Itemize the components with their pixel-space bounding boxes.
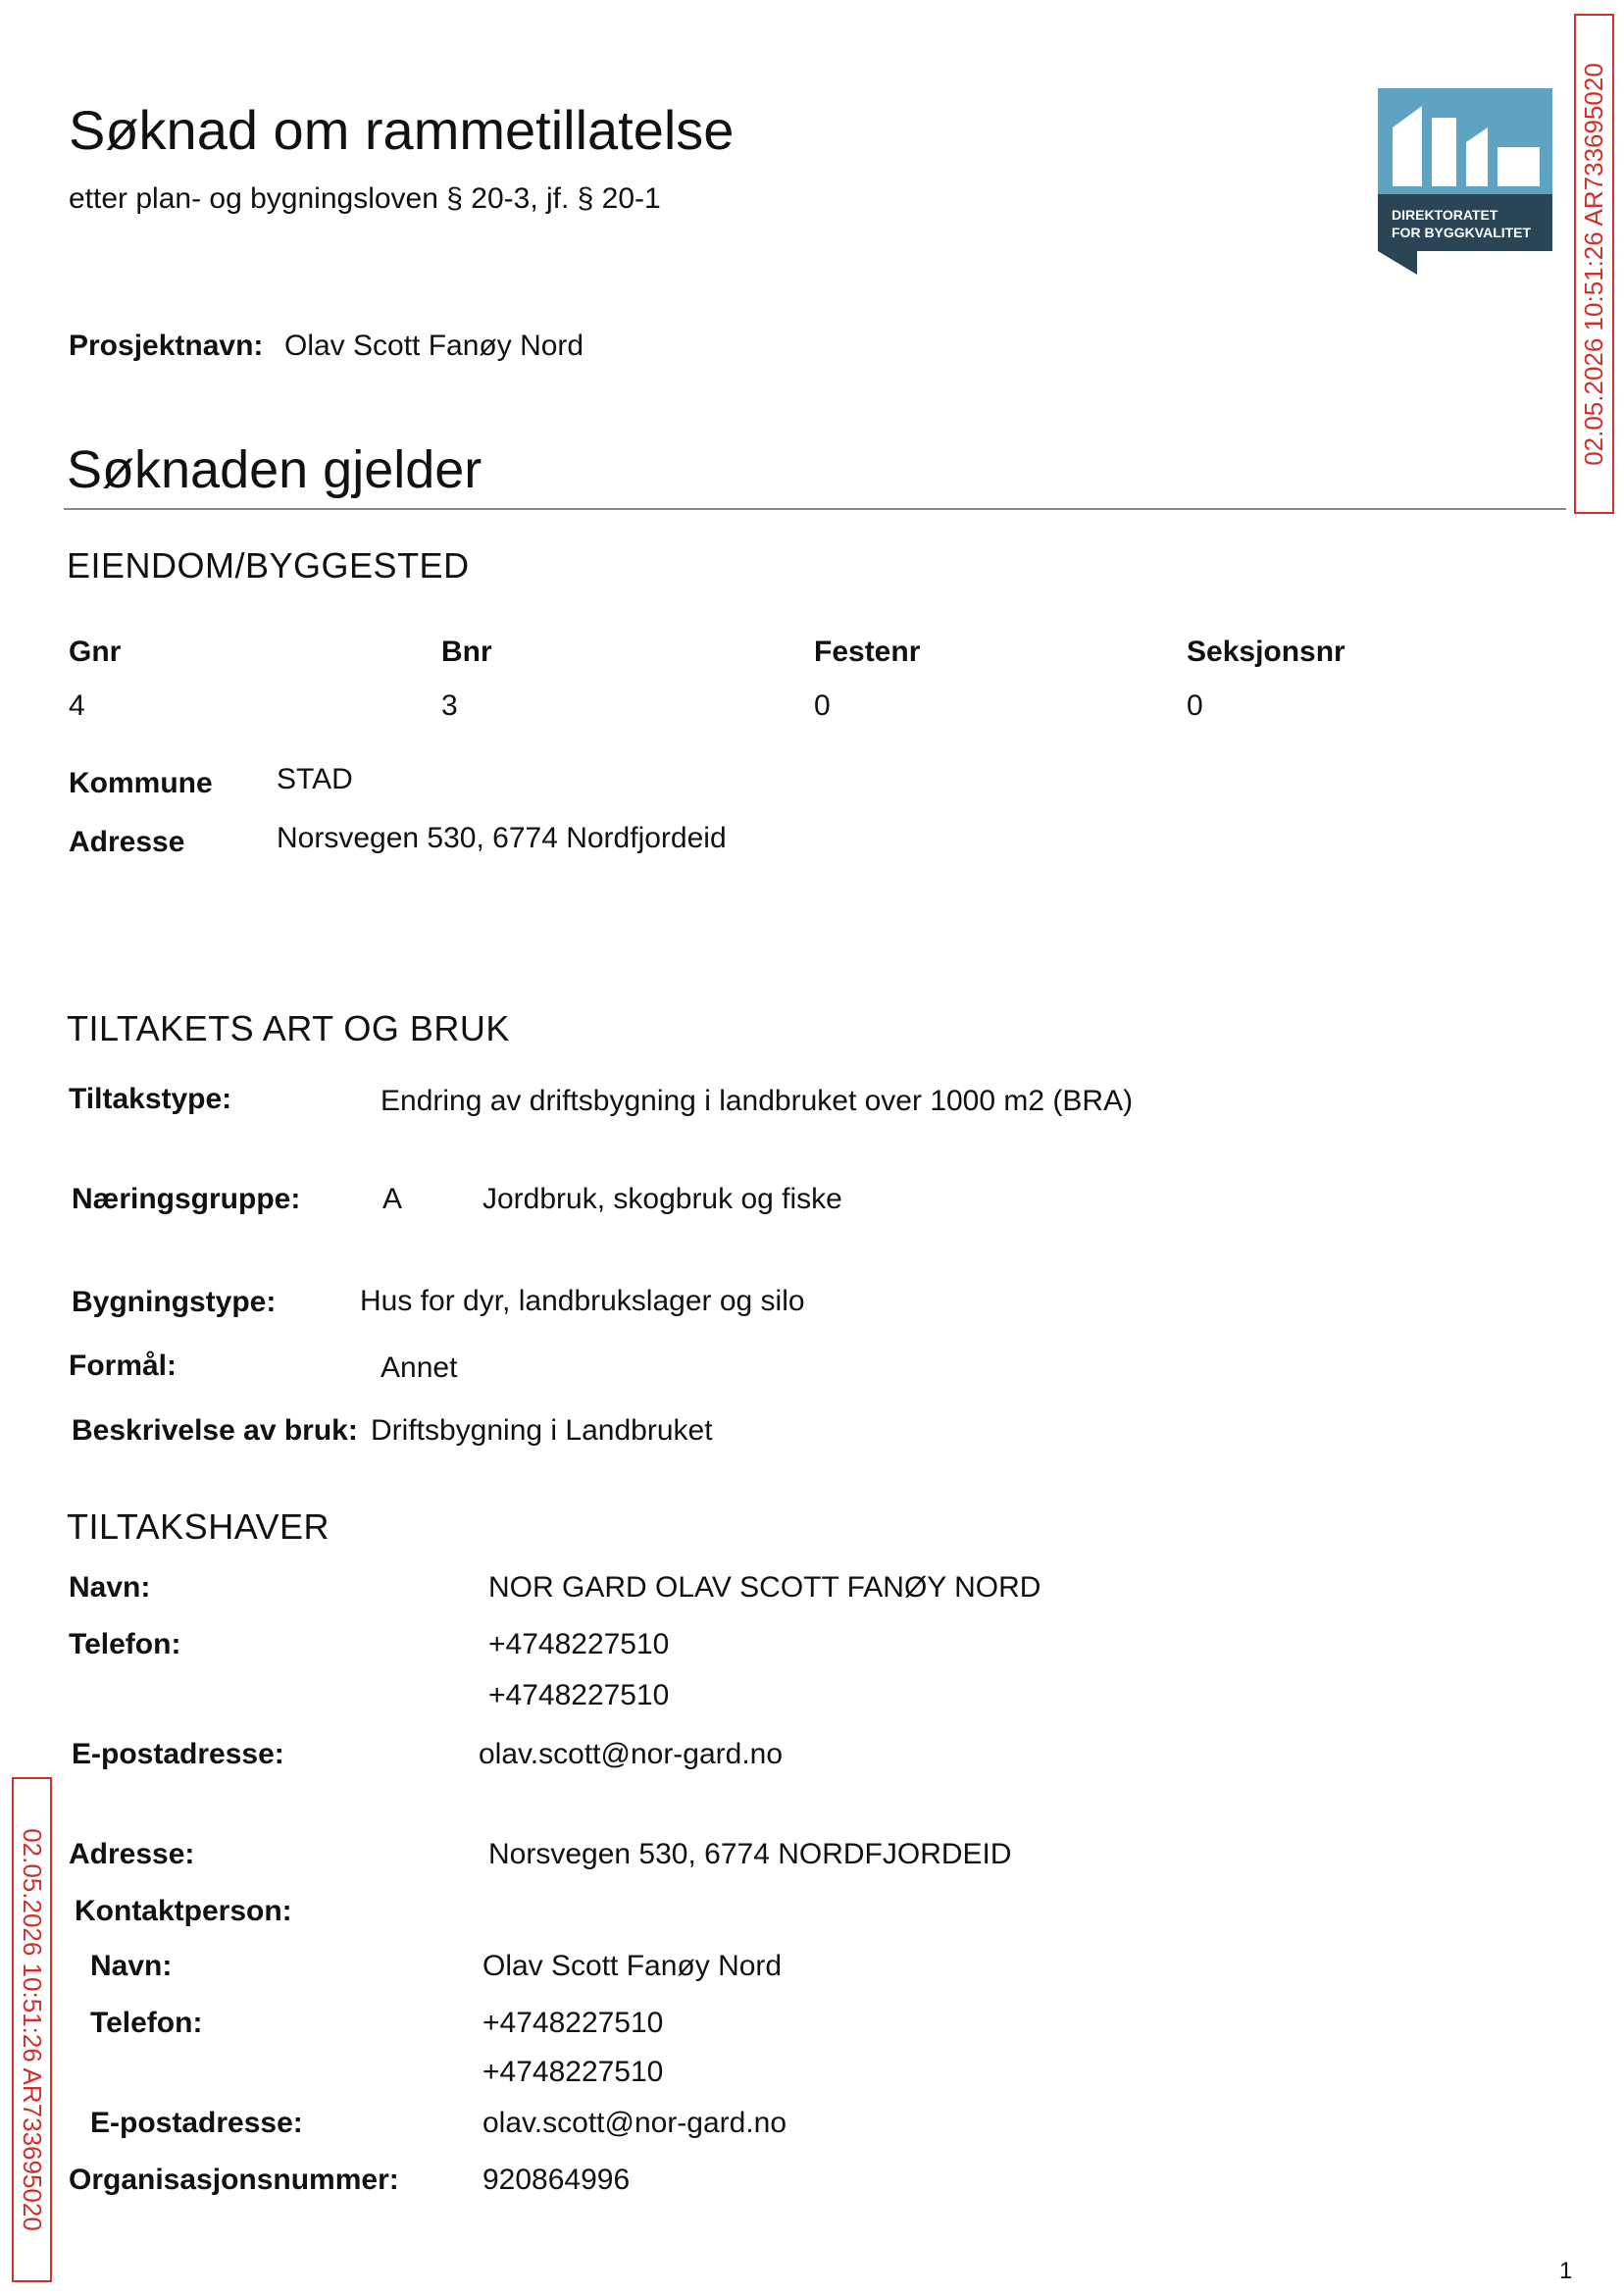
festenr-label: Festenr bbox=[814, 636, 921, 668]
dibk-logo-icon bbox=[1378, 88, 1552, 275]
bygningstype-label: Bygningstype: bbox=[72, 1286, 277, 1318]
page-subtitle: etter plan- og bygningsloven § 20-3, jf. § 20-1 bbox=[69, 182, 661, 215]
seksjonsnr-value: 0 bbox=[1187, 689, 1203, 722]
bygningstype-value: Hus for dyr, landbrukslager og silo bbox=[360, 1285, 805, 1317]
timestamp-stamp-top bbox=[1574, 14, 1614, 514]
naeringsgruppe-value: Jordbruk, skogbruk og fiske bbox=[482, 1183, 842, 1215]
logo-text-line2: FOR BYGGKVALITET bbox=[1392, 225, 1532, 240]
kontakt-telefon-label: Telefon: bbox=[90, 2007, 203, 2039]
owner-epost-label: E-postadresse: bbox=[72, 1738, 284, 1770]
kontakt-epost-value[interactable]: olav.scott@nor-gard.no bbox=[482, 2107, 787, 2139]
tiltakstype-value: Endring av driftsbygning i landbruket over 1000 m2 (BRA) bbox=[381, 1085, 1134, 1117]
dibk-logo bbox=[1378, 88, 1552, 251]
section-divider bbox=[64, 508, 1566, 510]
page-number: 1 bbox=[1559, 2258, 1573, 2284]
owner-telefon-label: Telefon: bbox=[69, 1628, 181, 1660]
orgnr-label: Organisasjonsnummer: bbox=[69, 2164, 399, 2196]
orgnr-value: 920864996 bbox=[482, 2164, 631, 2196]
stamp-text: 02.05.2026 10:51:26 AR733695020 bbox=[18, 1828, 48, 2231]
owner-telefon1-value: +4748227510 bbox=[488, 1628, 670, 1660]
formaal-label: Formål: bbox=[69, 1350, 178, 1382]
kommune-value: STAD bbox=[277, 763, 353, 795]
logo-text-line1: DIREKTORATET bbox=[1392, 207, 1498, 223]
bnr-label: Bnr bbox=[441, 636, 492, 668]
kontakt-navn-label: Navn: bbox=[90, 1950, 173, 1982]
owner-heading: TILTAKSHAVER bbox=[67, 1506, 330, 1547]
seksjonsnr-label: Seksjonsnr bbox=[1187, 636, 1345, 668]
section-title: Søknaden gjelder bbox=[67, 440, 482, 499]
kontakt-navn-value: Olav Scott Fanøy Nord bbox=[482, 1950, 783, 1982]
kommune-label: Kommune bbox=[69, 767, 213, 799]
adresse-label: Adresse bbox=[69, 826, 185, 858]
festenr-value: 0 bbox=[814, 689, 831, 722]
kontakt-epost-label: E-postadresse: bbox=[90, 2107, 303, 2139]
owner-epost-value[interactable]: olav.scott@nor-gard.no bbox=[479, 1738, 784, 1770]
tiltakstype-label: Tiltakstype: bbox=[69, 1083, 232, 1115]
owner-adresse-value: Norsvegen 530, 6774 NORDFJORDEID bbox=[488, 1838, 1012, 1870]
project-value: Olav Scott Fanøy Nord bbox=[284, 330, 584, 362]
page-title: Søknad om rammetillatelse bbox=[69, 99, 735, 161]
timestamp-stamp-left bbox=[12, 1777, 52, 2282]
property-heading: EIENDOM/BYGGESTED bbox=[67, 545, 470, 586]
gnr-value: 4 bbox=[69, 689, 85, 722]
owner-adresse-label: Adresse: bbox=[69, 1838, 195, 1870]
kontakt-telefon1-value: +4748227510 bbox=[482, 2007, 664, 2039]
beskrivelse-value: Driftsbygning i Landbruket bbox=[371, 1414, 713, 1447]
owner-navn-value: NOR GARD OLAV SCOTT FANØY NORD bbox=[488, 1571, 1041, 1604]
formaal-value: Annet bbox=[381, 1351, 458, 1384]
adresse-value: Norsvegen 530, 6774 Nordfjordeid bbox=[277, 822, 727, 854]
naeringsgruppe-label: Næringsgruppe: bbox=[72, 1183, 301, 1215]
stamp-text: 02.05.2026 10:51:26 AR733695020 bbox=[1579, 62, 1609, 466]
beskrivelse-label: Beskrivelse av bruk: bbox=[72, 1414, 358, 1447]
gnr-label: Gnr bbox=[69, 636, 122, 668]
project-label: Prosjektnavn: bbox=[69, 330, 264, 362]
owner-telefon2-value: +4748227510 bbox=[488, 1679, 670, 1711]
bnr-value: 3 bbox=[441, 689, 458, 722]
naeringsgruppe-code: A bbox=[382, 1183, 403, 1215]
kontaktperson-label: Kontaktperson: bbox=[75, 1895, 292, 1927]
owner-navn-label: Navn: bbox=[69, 1571, 151, 1604]
kontakt-telefon2-value: +4748227510 bbox=[482, 2056, 664, 2088]
measure-heading: TILTAKETS ART OG BRUK bbox=[67, 1008, 510, 1048]
